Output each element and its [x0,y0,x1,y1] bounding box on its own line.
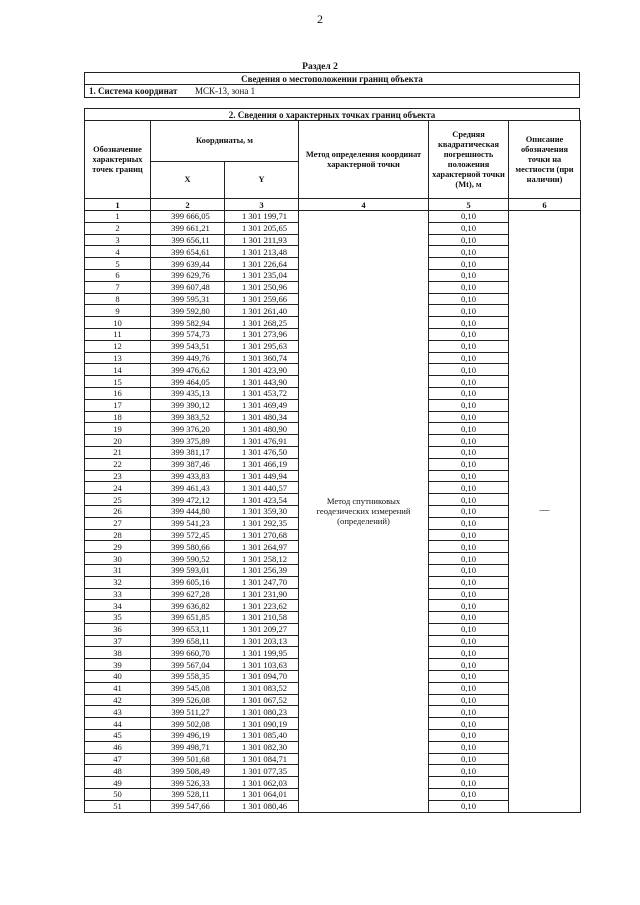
point-number: 12 [85,340,151,352]
point-y: 1 301 476,50 [225,446,299,458]
point-number: 41 [85,682,151,694]
coord-system-row [84,84,580,98]
point-accuracy: 0,10 [429,517,509,529]
point-y: 1 301 211,93 [225,234,299,246]
point-accuracy: 0,10 [429,777,509,789]
point-x: 399 547,66 [151,800,225,812]
point-y: 1 301 476,91 [225,435,299,447]
description-cell: — [509,211,581,813]
point-accuracy: 0,10 [429,364,509,376]
point-x: 399 656,11 [151,234,225,246]
point-x: 399 433,83 [151,470,225,482]
point-number: 39 [85,659,151,671]
point-accuracy: 0,10 [429,623,509,635]
point-x: 399 444,80 [151,505,225,517]
point-accuracy: 0,10 [429,789,509,801]
point-accuracy: 0,10 [429,234,509,246]
point-accuracy: 0,10 [429,423,509,435]
point-y: 1 301 080,46 [225,800,299,812]
point-number: 16 [85,387,151,399]
point-number: 31 [85,564,151,576]
point-y: 1 301 199,71 [225,211,299,223]
point-y: 1 301 213,48 [225,246,299,258]
point-x: 399 449,76 [151,352,225,364]
point-number: 3 [85,234,151,246]
point-accuracy: 0,10 [429,706,509,718]
point-y: 1 301 469,49 [225,399,299,411]
point-accuracy: 0,10 [429,588,509,600]
point-y: 1 301 067,52 [225,694,299,706]
point-accuracy: 0,10 [429,211,509,223]
point-x: 399 526,08 [151,694,225,706]
point-x: 399 390,12 [151,399,225,411]
point-x: 399 381,17 [151,446,225,458]
point-accuracy: 0,10 [429,458,509,470]
point-x: 399 558,35 [151,671,225,683]
point-y: 1 301 264,97 [225,541,299,553]
point-y: 1 301 083,52 [225,682,299,694]
point-accuracy: 0,10 [429,529,509,541]
point-x: 399 666,05 [151,211,225,223]
point-number: 10 [85,317,151,329]
point-y: 1 301 231,90 [225,588,299,600]
point-x: 399 629,76 [151,269,225,281]
col-number: 4 [299,199,429,211]
point-accuracy: 0,10 [429,564,509,576]
table-row [85,211,581,223]
point-number: 37 [85,635,151,647]
point-x: 399 545,08 [151,682,225,694]
point-x: 399 574,73 [151,328,225,340]
point-number: 20 [85,435,151,447]
point-y: 1 301 256,39 [225,564,299,576]
point-number: 21 [85,446,151,458]
point-number: 33 [85,588,151,600]
point-accuracy: 0,10 [429,246,509,258]
points-header: 2. Сведения о характерных точках границ объекта [84,108,580,121]
section-title: Раздел 2 [302,62,338,72]
point-x: 399 636,82 [151,600,225,612]
point-y: 1 301 359,30 [225,505,299,517]
point-y: 1 301 205,65 [225,222,299,234]
point-number: 36 [85,623,151,635]
point-accuracy: 0,10 [429,659,509,671]
point-x: 399 476,62 [151,364,225,376]
point-accuracy: 0,10 [429,612,509,624]
point-accuracy: 0,10 [429,281,509,293]
point-number: 35 [85,612,151,624]
point-accuracy: 0,10 [429,671,509,683]
point-x: 399 511,27 [151,706,225,718]
points-table [84,120,581,813]
point-y: 1 301 080,23 [225,706,299,718]
point-accuracy: 0,10 [429,765,509,777]
point-y: 1 301 226,64 [225,258,299,270]
point-y: 1 301 423,90 [225,364,299,376]
point-x: 399 464,05 [151,376,225,388]
point-y: 1 301 210,58 [225,612,299,624]
point-accuracy: 0,10 [429,741,509,753]
point-accuracy: 0,10 [429,800,509,812]
point-number: 18 [85,411,151,423]
col-number: 5 [429,199,509,211]
point-x: 399 435,13 [151,387,225,399]
point-x: 399 502,08 [151,718,225,730]
point-number: 13 [85,352,151,364]
point-y: 1 301 480,34 [225,411,299,423]
point-number: 7 [85,281,151,293]
point-number: 17 [85,399,151,411]
point-accuracy: 0,10 [429,340,509,352]
point-y: 1 301 449,94 [225,470,299,482]
point-x: 399 496,19 [151,730,225,742]
point-number: 34 [85,600,151,612]
point-y: 1 301 250,96 [225,281,299,293]
col-number: 1 [85,199,151,211]
point-number: 1 [85,211,151,223]
point-accuracy: 0,10 [429,470,509,482]
point-accuracy: 0,10 [429,258,509,270]
point-x: 399 593,01 [151,564,225,576]
col-description-header: Описание обозначения точки на местности (при наличии) [509,121,581,199]
point-y: 1 301 247,70 [225,576,299,588]
point-accuracy: 0,10 [429,635,509,647]
point-x: 399 592,80 [151,305,225,317]
point-number: 30 [85,553,151,565]
point-y: 1 301 084,71 [225,753,299,765]
point-accuracy: 0,10 [429,317,509,329]
point-accuracy: 0,10 [429,293,509,305]
point-accuracy: 0,10 [429,222,509,234]
point-y: 1 301 062,03 [225,777,299,789]
col-number: 2 [151,199,225,211]
point-number: 9 [85,305,151,317]
point-y: 1 301 466,19 [225,458,299,470]
point-number: 51 [85,800,151,812]
point-accuracy: 0,10 [429,647,509,659]
col-method-header: Метод определения координат характерной точки [299,121,429,199]
point-x: 399 526,33 [151,777,225,789]
point-x: 399 660,70 [151,647,225,659]
point-x: 399 387,46 [151,458,225,470]
point-x: 399 501,68 [151,753,225,765]
point-x: 399 508,49 [151,765,225,777]
coord-system-value: МСК-13, зона 1 [195,86,256,96]
point-y: 1 301 223,62 [225,600,299,612]
point-x: 399 590,52 [151,553,225,565]
point-number: 49 [85,777,151,789]
point-accuracy: 0,10 [429,541,509,553]
point-x: 399 528,11 [151,789,225,801]
point-accuracy: 0,10 [429,730,509,742]
point-accuracy: 0,10 [429,753,509,765]
point-x: 399 651,85 [151,612,225,624]
point-number: 40 [85,671,151,683]
col-coordinates-header: Координаты, м [151,121,299,162]
point-x: 399 639,44 [151,258,225,270]
point-accuracy: 0,10 [429,411,509,423]
col-designation-header: Обозначение характерных точек границ [85,121,151,199]
point-y: 1 301 360,74 [225,352,299,364]
point-y: 1 301 440,57 [225,482,299,494]
point-x: 399 543,51 [151,340,225,352]
point-y: 1 301 199,95 [225,647,299,659]
point-y: 1 301 270,68 [225,529,299,541]
point-accuracy: 0,10 [429,387,509,399]
point-y: 1 301 203,13 [225,635,299,647]
col-number: 6 [509,199,581,211]
point-y: 1 301 480,90 [225,423,299,435]
point-x: 399 461,43 [151,482,225,494]
point-number: 46 [85,741,151,753]
point-accuracy: 0,10 [429,376,509,388]
point-number: 6 [85,269,151,281]
point-number: 26 [85,505,151,517]
col-x-header: X [151,162,225,199]
point-number: 22 [85,458,151,470]
point-accuracy: 0,10 [429,505,509,517]
point-accuracy: 0,10 [429,694,509,706]
point-accuracy: 0,10 [429,682,509,694]
point-y: 1 301 292,35 [225,517,299,529]
point-x: 399 580,66 [151,541,225,553]
point-x: 399 383,52 [151,411,225,423]
point-x: 399 661,21 [151,222,225,234]
point-accuracy: 0,10 [429,352,509,364]
point-y: 1 301 090,19 [225,718,299,730]
point-y: 1 301 077,35 [225,765,299,777]
point-number: 2 [85,222,151,234]
page-number: 2 [317,12,323,26]
point-number: 27 [85,517,151,529]
point-number: 19 [85,423,151,435]
location-header: Сведения о местоположении границ объекта [84,72,580,85]
point-y: 1 301 082,30 [225,741,299,753]
point-number: 8 [85,293,151,305]
point-accuracy: 0,10 [429,446,509,458]
point-number: 24 [85,482,151,494]
col-accuracy-header: Средняя квадратическая погрешность положения характерной точки (Mt), м [429,121,509,199]
point-number: 25 [85,494,151,506]
point-x: 399 541,23 [151,517,225,529]
point-accuracy: 0,10 [429,494,509,506]
point-accuracy: 0,10 [429,399,509,411]
point-number: 38 [85,647,151,659]
coord-system-label: 1. Система координат [89,86,178,96]
point-number: 5 [85,258,151,270]
point-y: 1 301 094,70 [225,671,299,683]
point-accuracy: 0,10 [429,482,509,494]
point-y: 1 301 268,25 [225,317,299,329]
point-number: 42 [85,694,151,706]
point-x: 399 375,89 [151,435,225,447]
point-x: 399 582,94 [151,317,225,329]
point-x: 399 627,28 [151,588,225,600]
point-x: 399 605,16 [151,576,225,588]
point-accuracy: 0,10 [429,600,509,612]
point-x: 399 653,11 [151,623,225,635]
point-number: 50 [85,789,151,801]
point-y: 1 301 273,96 [225,328,299,340]
point-x: 399 376,20 [151,423,225,435]
point-number: 47 [85,753,151,765]
point-y: 1 301 443,90 [225,376,299,388]
point-x: 399 658,11 [151,635,225,647]
point-y: 1 301 258,12 [225,553,299,565]
point-accuracy: 0,10 [429,576,509,588]
point-x: 399 567,04 [151,659,225,671]
point-y: 1 301 453,72 [225,387,299,399]
point-x: 399 607,48 [151,281,225,293]
point-y: 1 301 259,66 [225,293,299,305]
point-x: 399 498,71 [151,741,225,753]
point-accuracy: 0,10 [429,435,509,447]
point-accuracy: 0,10 [429,269,509,281]
point-y: 1 301 295,63 [225,340,299,352]
point-number: 14 [85,364,151,376]
point-number: 48 [85,765,151,777]
point-number: 32 [85,576,151,588]
point-accuracy: 0,10 [429,718,509,730]
col-y-header: Y [225,162,299,199]
point-y: 1 301 209,27 [225,623,299,635]
point-number: 29 [85,541,151,553]
method-cell: Метод спутниковых геодезических измерений (определений) [299,211,429,813]
point-accuracy: 0,10 [429,305,509,317]
point-x: 399 654,61 [151,246,225,258]
point-number: 15 [85,376,151,388]
point-accuracy: 0,10 [429,553,509,565]
point-x: 399 572,45 [151,529,225,541]
point-number: 44 [85,718,151,730]
point-number: 43 [85,706,151,718]
point-number: 28 [85,529,151,541]
point-y: 1 301 423,54 [225,494,299,506]
point-accuracy: 0,10 [429,328,509,340]
point-x: 399 595,31 [151,293,225,305]
point-number: 4 [85,246,151,258]
point-x: 399 472,12 [151,494,225,506]
point-number: 11 [85,328,151,340]
point-y: 1 301 235,04 [225,269,299,281]
point-y: 1 301 103,63 [225,659,299,671]
point-y: 1 301 064,01 [225,789,299,801]
point-y: 1 301 085,40 [225,730,299,742]
point-number: 45 [85,730,151,742]
point-number: 23 [85,470,151,482]
col-number: 3 [225,199,299,211]
point-y: 1 301 261,40 [225,305,299,317]
